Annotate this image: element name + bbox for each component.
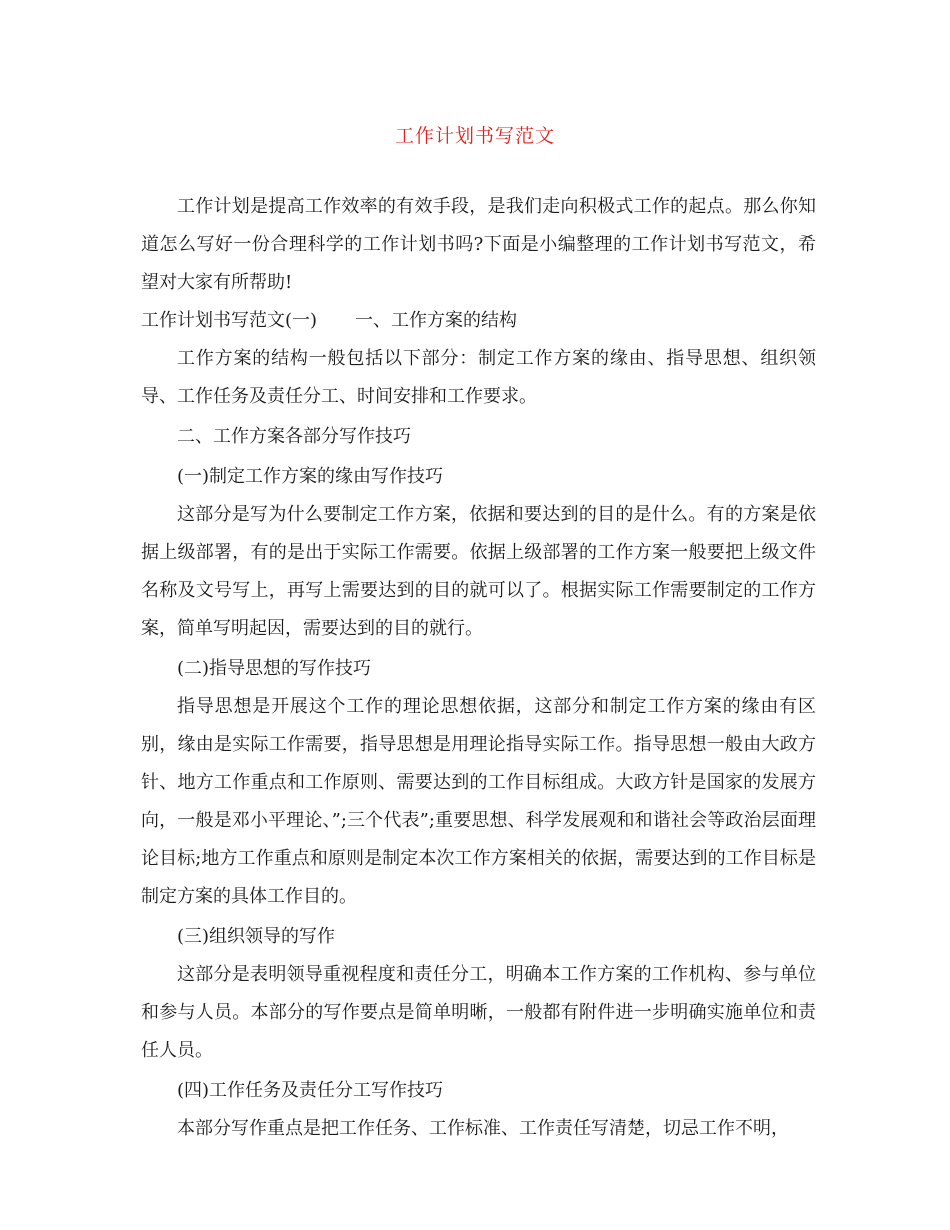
reason-paragraph: 这部分是写为什么要制定工作方案，依据和要达到的目的是什么。有的方案是依据上级部署，有的是出于实际工作需要。依据上级部署的工作方案一般要把上级文件名称及文号写上，再写上需要达到的目的就可以了。根据实际工作需要制定的工作方案，简单写明起因，需要达到的目的就行。 (141, 504, 816, 639)
subheading-leadership: (三)组织领导的写作 (177, 926, 336, 947)
guiding-paragraph: 指导思想是开展这个工作的理论思想依据，这部分和制定工作方案的缘由有区别，缘由是实际工作需要，指导思想是用理论指导实际工作。指导思想一般由大政方针、地方工作重点和工作原则、需要达到的工作目标组成。大政方针是国家的发展方向，一般是邓小平理论、”;三个代表”;重要思想、科学发展观和和谐社会等政治层面理论目标;地方工作重点和原则是制定本次工作方案相关的依据，需要达到的工作目标是制定方案的具体工作目的。 (141, 696, 816, 907)
leadership-paragraph: 这部分是表明领导重视程度和责任分工，明确本工作方案的工作机构、参与单位和参与人员。本部分的写作要点是简单明晰，一般都有附件进一步明确实施单位和责任人员。 (141, 964, 816, 1061)
intro-paragraph: 工作计划是提高工作效率的有效手段，是我们走向积极式工作的起点。那么你知道怎么写好一份合理科学的工作计划书吗?下面是小编整理的工作计划书写范文，希望对大家有所帮助! (141, 196, 816, 293)
section-heading-label: 工作计划书写范文(一) (141, 310, 318, 331)
tasks-paragraph: 本部分写作重点是把工作任务、工作标准、工作责任写清楚，切忌工作不明， (177, 1118, 789, 1139)
document-body (141, 188, 816, 1148)
subheading-two: 二、工作方案各部分写作技巧 (177, 426, 411, 447)
subheading-reason: (一)制定工作方案的缘由写作技巧 (177, 466, 444, 487)
section-heading (141, 302, 816, 340)
document-title: 工作计划书写范文 (394, 125, 555, 147)
section-heading-sub: 一、工作方案的结构 (355, 310, 518, 331)
subheading-guiding: (二)指导思想的写作技巧 (177, 658, 372, 679)
structure-paragraph: 工作方案的结构一般包括以下部分：制定工作方案的缘由、指导思想、组织领导、工作任务及责任分工、时间安排和工作要求。 (141, 348, 816, 407)
subheading-tasks: (四)工作任务及责任分工写作技巧 (177, 1080, 444, 1101)
